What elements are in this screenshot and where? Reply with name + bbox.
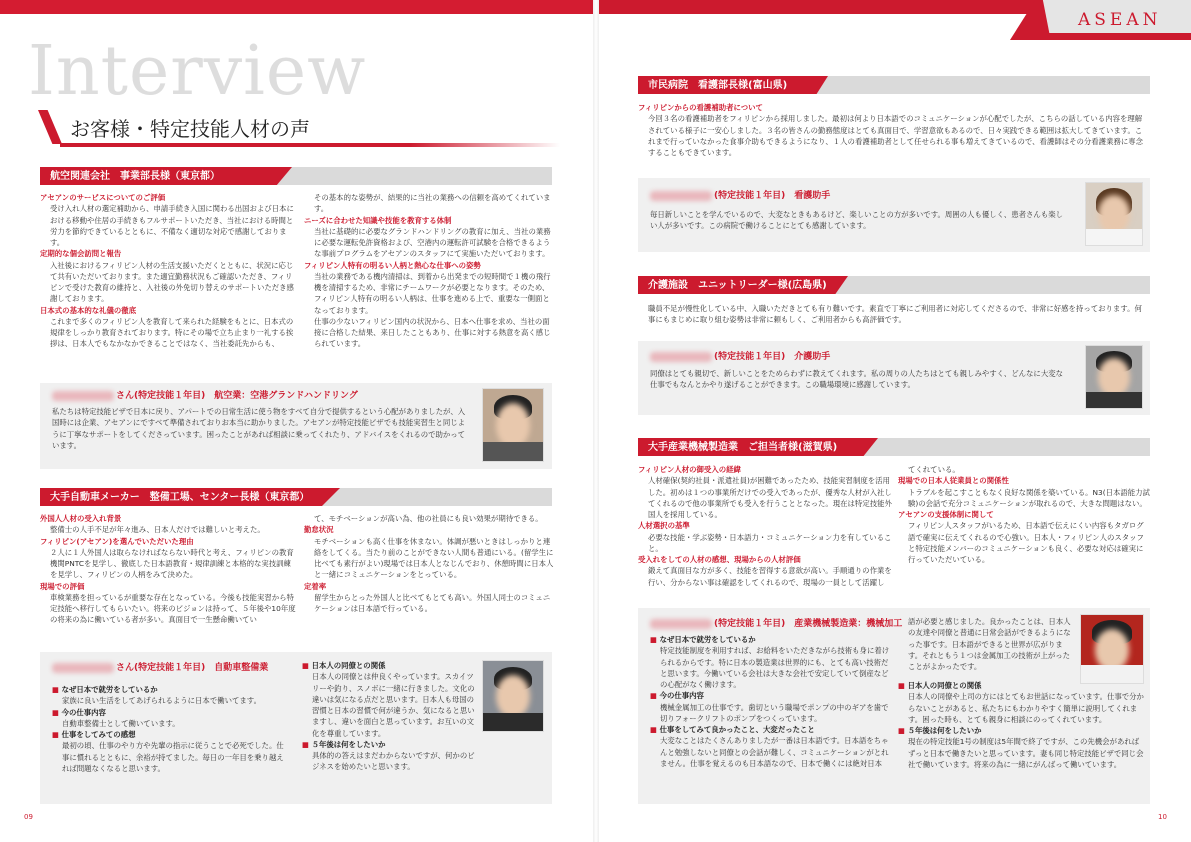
aviation-col-right: その基本的な姿勢が、結果的に当社の業務への信頼を高めてくれています。 ニーズに合わせた知識や技能を教育する体制 当社に基礎的に必要なグランドハンドリングの教育に加え、当社の業務に必要な運転免許資格および、空港内の運転許可試験を合格できるような事前プログラムをアセアンのスタッフにて実施いただいております。 フィリピン人特有の明るい人柄と熱心な仕事への姿勢 当社の業務である機内清掃は、到着から出発までの短時間で１機の飛行機を清掃するため、非常にチームワークが必要となります。そのため、フィリピン人特有の明るい人柄は、仕事を進める上で、重要な一側面となっております。 仕事の少ないフィリピン国内の状況から、日本へ仕事を求め、当社の面接に合格した結果、来日したこともあり、仕事に対する熱意を高く感じられています。 [304,193,551,349]
staff-photo-aviation [482,388,544,462]
hospital-staff-text: 毎日新しいことを学んでいるので、大変なときもあるけど、楽しいことの方が多いです。周囲の人も優しく、患者さんも楽しい人が多いです。この病院で働けることにとても感謝しています。 [650,210,1063,231]
machinery-qa-left: ■ なぜ日本で就労をしているか 特定技能制度を利用すれば、お給料をいただきながら技術も身に着けられるからです。特に日本の製造業は世界的にも、とても高い技術だと思います。今働いている会社は大きな会社で安定していて倒産などの心配がなく働けます。 ■ 今の仕事内容 機械金属加工の仕事です。歯切という職場でポンプの中のギアを歯で切りフォークリフトのポンプをつくっています。 ■ 仕事をしてみて良かったこと、大変だったこと 大変なことはたくさんありましたが一番は日本語です。日本語をちゃんと勉強しないと同僚との会話が難しく、コミュニケーションがとれません。仕事を覚えるのも日本語なので、日本で働くには絶対日本 [650,634,894,769]
care-text: 職員不足が慢性化している中、入職いただきとても有り難いです。素直で丁寧にご利用者に対応してくださるので、非常に好感を持っております。何事にもまじめに取り組む姿勢は非常に頼もしく、ご利用者からも高評価です。 [648,304,1142,325]
title-stripe [38,110,62,144]
aviation-staff-title: さん(特定技能１年目) 航空業：空港グランドハンドリング [52,390,358,404]
name-blur [52,391,114,401]
name-blur [52,663,114,673]
asean-logo: ASEAN [1078,10,1162,30]
staff-photo-machinery [1080,614,1144,684]
section-header-care: 介護施設 ユニットリーダー様(広島県) [638,276,1150,294]
automotive-qa-left: ■ なぜ日本で就労をしているか 家族に良い生活をしてあげられるように日本で働いてます。 ■ 今の仕事内容 自動車整備士として働いています。 ■ 仕事をしてみての感想 最初の頃、仕事のやり方や先輩の指示に従うことで必死でした。仕事に慣れるとともに、余裕が持てました。毎日の一年目を乗り越えれば問題なくなると思います。 [52,684,290,774]
automotive-staff-title: さん(特定技能１年目) 自動車整備業 [52,662,268,676]
section-header-hospital: 市民病院 看護部長様(富山県) [638,76,1150,94]
machinery-qa-right-bottom: ■ 日本人の同僚との関係 日本人の同僚や上司の方にはとてもお世話になっています。仕事で分からないことがあると、私たちにもわかりやすく簡単に説明してくれます。困った時も、とても親身に相談にのってくれています。 ■ ５年後は何をしたいか 現在の特定技能1号の制度は5年間で終了ですが、この先機会があればずっと日本で働きたいと思っています。妻も同じ特定技能ビザで同じ会社で働いています。将来の為に一緒にがんばって働いています。 [898,680,1144,770]
staff-photo-automotive [482,660,544,732]
section-header-automotive: 大手自動車メーカー 整備工場、センター長様（東京都） [40,488,552,506]
machinery-col-right: てくれている。 現場での日本人従業員との関係性 トラブルを起こすこともなく良好な関係を築いている。N3(日本語能力試験)の会話で充分コミュニケーションが取れるので、大きな問題はない。 アセアンの支援体制に関して フィリピン人スタッフがいるため、日本語で伝えにくい内容もタガログ語で確実に伝えてくれるので心強い。日本人・フィリピン人のスタッフと特定技能メンバーのコミュニケーションも良く、必要な対応は確実に行っていただいている。 [898,465,1150,564]
aviation-col-left: アセアンのサービスについてのご評価 受け入れ人材の選定補助から、申請手続き入国に関わる出国および日本における移動や住居の手続きもフルサポートいただき、当社における時間と労力を節約できているとともに、不備なく適切な対応で感謝しております。 定期的な個会訪問と報告 入社後におけるフィリピン人材の生活支援いただくとともに、状況に応じて共有いただいております。また適宜勤務状況もご確認いただき、フィリピンで受けた教育の維持と、入社後の外免切り替えのサポートいただき感謝しております。 日本式の基本的な礼儀の徹底 これまで多くのフィリピン人を教育して来られた経験をもとに、日本式の規律をしっかり教育されております。特にその場で立ち止まり一礼する挨拶は、日本人でもなかなかできることではなく、当社委託先からも、 [40,193,294,349]
page-number-right: 10 [1158,813,1167,821]
hospital-text: フィリピンからの看護補助者について 今回３名の看護補助者をフィリピンから採用しました。最初は何より日本語でのコミュニケーションが心配でしたが、こちらの話している内容を理解されている様子に一安心しました。３名の皆さんの勤務態度はとても真面目で、学習意欲もあるので、日々実践できる範囲は拡大してきています。これまで行っていなかった食事介助もできるようになり、１人の看護補助者として任せられる事も増えてきているので、看護師はその分看護業務に専念することもできています。 [638,103,1144,157]
machinery-col-left: フィリピン人材の御受入の経緯 人材確保(契約社員・派遣社員)が困難であったため、技能実習制度を活用した。初めは１つの事業所だけでの受入であったが、優秀な人材が入社してくれるので他の事業所でも受入を行うこととなった。現在は特定技能外国人を採用している。 人材選択の基準 必要な技能・学ぶ姿勢・日本語力・コミュニケーション力を有していること。 受入れをしての人材の感想、現場からの人材評価 鍛えて真面目な方が多く、技能を習得する意欲が高い。手順通りの作業を行い、分からない事は確認をしてくれるので、現場の一員として活躍し [638,465,892,587]
page-number-left: 09 [24,813,33,821]
name-blur [650,352,712,362]
aviation-staff-text: 私たちは特定技能ビザで日本に戻り、アパートでの日常生活に使う物をすべて自分で提供するという心配がありましたが、入国時には企業、アセアンにですべて準備されておりお本当に助かりました。アセアンが特定技能ビザでも技能実習生と同じように丁寧なサポートをしてくださっています。困ったことがあれば相談に乗ってくれたり、アドバイスをくれるので助かっています。 [52,407,466,450]
automotive-qa-right: ■ 日本人の同僚との関係 日本人の同僚とは仲良くやっています。スカイツリーや釣り、スノボに一緒に行きました。文化の違いは気になる点だと思います。日本人も母国の習慣と日本の習慣で何が違うか、気になると思いますし、違いを面白と思っています。お互いの文化を尊重しています。 ■ ５年後は何をしたいか 具体的の答えはまだわからないですが、何かのビジネスを始めたいと思います。 [302,660,476,773]
care-staff-title: (特定技能１年目) 介護助手 [650,351,830,365]
page-gutter [593,0,599,842]
section-header-aviation: 航空関連会社 事業部長様（東京都） [40,167,552,185]
name-blur [650,619,712,629]
section-header-machinery: 大手産業機械製造業 ご担当者様(滋賀県) [638,438,1150,456]
name-blur [650,191,712,201]
title-underline [60,143,560,147]
top-band-left [0,0,590,14]
machinery-staff-title: (特定技能１年目) 産業機械製造業：機械加工 [650,618,902,632]
automotive-col-right: て、モチベーションが高い為、他の社員にも良い効果が期待できる。 勤怠状況 モチベーションも高く仕事を休まない。体調が悪いときはしっかりと連絡をしてくる。当たり前のことができない人間も普通にいる。(留学生に比べても素行がよい)現場では日本人となじんでおり、休憩時間に日本人と一緒にコミュニケーションをとっている。 定着率 留学生からとった外国人と比べてもとても高い。外国人同士のコミュニケーションは日本語で行っている。 [304,514,554,613]
machinery-qa-right-top: 語が必要と感じました。良かったことは、日本人の友達や同僚と普通に日常会話ができるようになった事です。日本語ができると世界が広がります。それともう１つは金属加工の技術が上がったことがよかったです。 [908,617,1071,671]
hospital-staff-title: (特定技能１年目) 看護助手 [650,190,830,204]
interview-title: Interview [28,32,367,111]
care-staff-text: 同僚はとても親切で、新しいことをためらわずに教えてくれます。私の周りの人たちはとても親しみやすく、どんなに大変な仕事でもなんとかやり遂げることができます。この職場環境に感謝しています。 [650,369,1063,390]
automotive-col-left: 外国人人材の受入れ背景 整備士の人手不足が年々進み、日本人だけでは難しいと考えた。 フィリピン(アセアン)を選んでいただいた理由 ２人に１人外国人は取らなければならない時代と考え、フィリピンの教育機関PNTCを見学し、徹底した日本語教育・規律訓練と本格的な実技訓練を見学し、フィリピンの人柄をみて決めた。 現場での評価 車検業務を担っているが重要な存在となっている。今後も技能実習から特定技能へ移行してもらいたい。将来のビジョンは持って、５年後や10年度の将来の為に働いている者が多い。真面目で一生懸命働いてい [40,514,296,625]
staff-photo-care [1085,345,1143,409]
staff-photo-hospital [1085,182,1143,246]
page-subtitle: お客様・特定技能人材の声 [70,117,310,141]
